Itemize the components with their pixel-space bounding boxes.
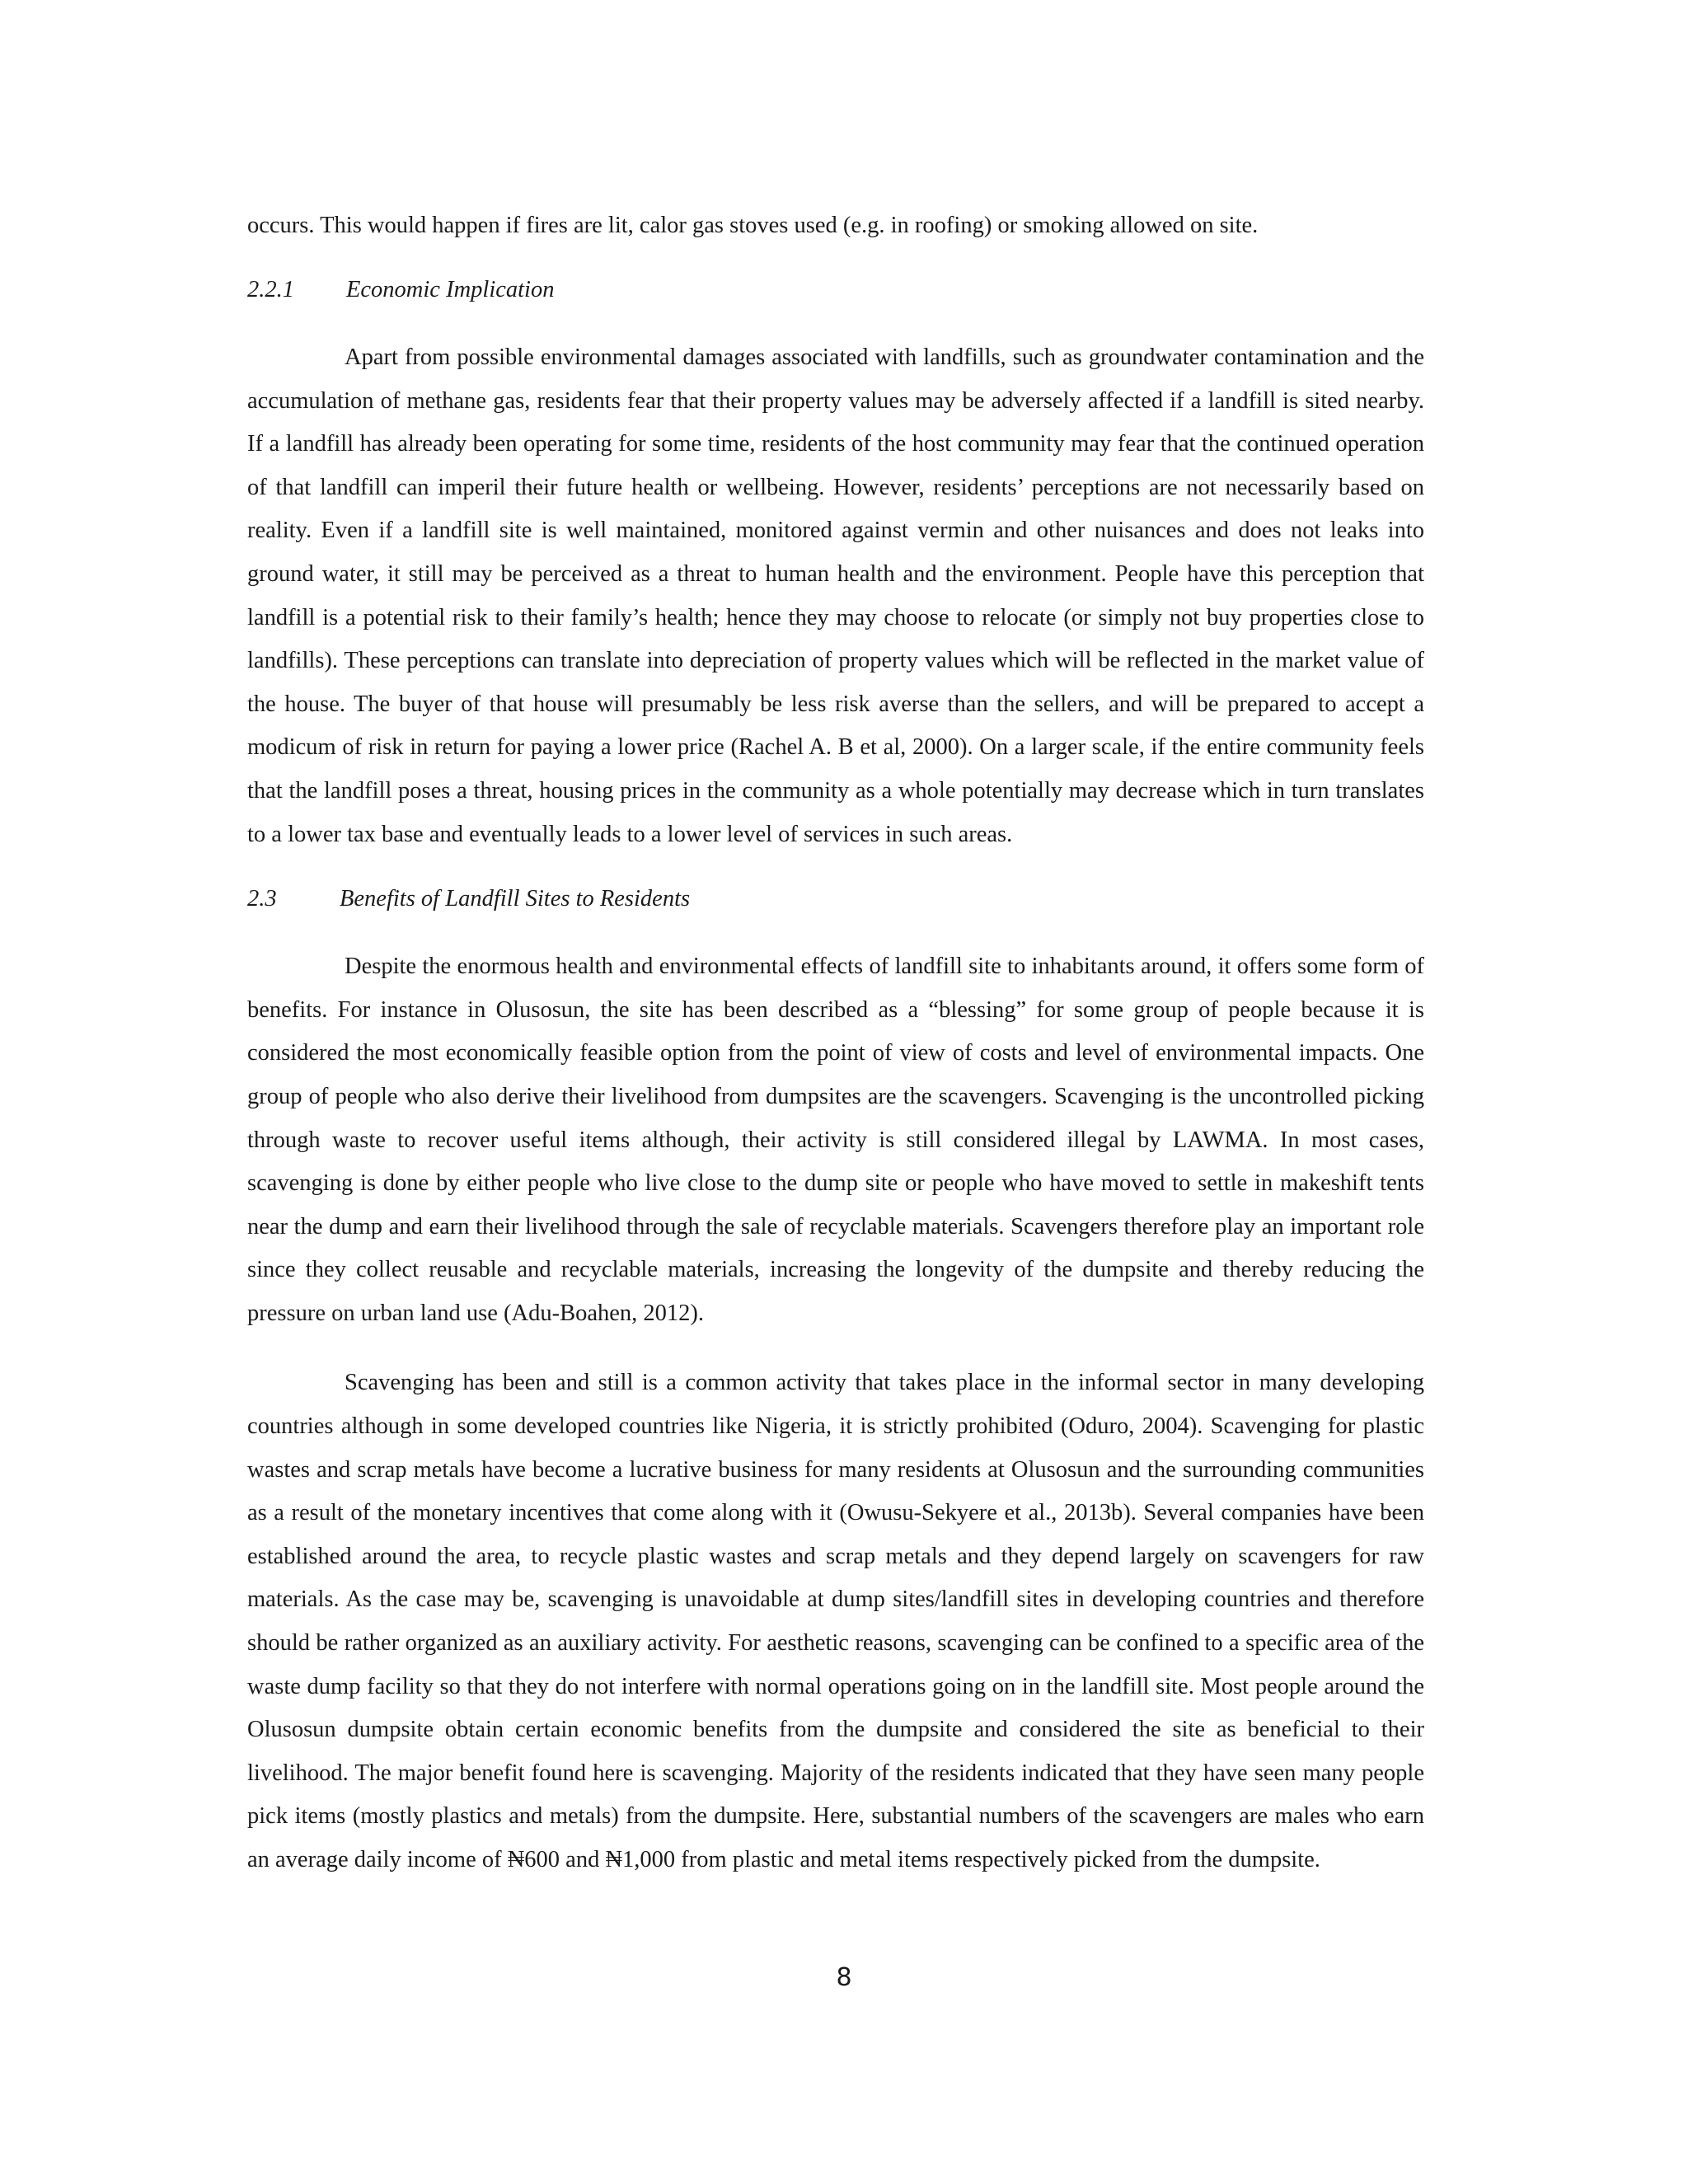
section-number: 2.3 — [247, 886, 277, 912]
page-body — [247, 204, 1424, 1882]
section-heading-2-3 — [247, 878, 1424, 921]
benefits-paragraph-1: Despite the enormous health and environmental effects of landfill site to inhabitants around, it offers some form of benefits. For instance in Olusosun, the site has been described as a “blessing” for some group of people because it is considered the most economically feasible option from the point of view of costs and level of environmental impacts. One group of people who also derive their livelihood from dumpsites are the scavengers. Scavenging is the uncontrolled picking through waste to recover useful items although, their activity is still considered illegal by LAWMA. In most cases, scavenging is done by either people who live close to the dump site or people who have moved to settle in makeshift tents near the dump and earn their livelihood through the sale of recyclable materials. Scavengers therefore play an important role since they collect reusable and recyclable materials, increasing the longevity of the dumpsite and thereby reducing the pressure on urban land use (Adu-Boahen, 2012). — [247, 954, 1424, 1326]
opening-text: occurs. This would happen if fires are lit, calor gas stoves used (e.g. in roofing) or smoking allowed on site. — [247, 213, 1259, 238]
page-number: 8 — [836, 1963, 852, 1992]
section-title: Benefits of Landfill Sites to Residents — [340, 886, 691, 912]
economic-implication-paragraph: Apart from possible environmental damages associated with landfills, such as groundwater contamination and the accumulation of methane gas, residents fear that their property values may be adversely affected if a landfill is sited nearby. If a landfill has already been operating for some time, residents of the host community may fear that the continued operation of that landfill can imperil their future health or wellbeing. However, residents’ perceptions are not necessarily based on reality. Even if a landfill site is well maintained, monitored against vermin and other nuisances and does not leaks into ground water, it still may be perceived as a threat to human health and the environment. People have this perception that landfill is a potential risk to their family’s health; hence they may choose to relocate (or simply not buy properties close to landfills). These perceptions can translate into depreciation of property values which will be reflected in the market value of the house. The buyer of that house will presumably be less risk averse than the sellers, and will be prepared to accept a modicum of risk in return for paying a lower price (Rachel A. B et al, 2000). On a larger scale, if the entire community feels that the landfill poses a threat, housing prices in the community as a whole potentially may decrease which in turn translates to a lower tax base and eventually leads to a lower level of services in such areas. — [247, 344, 1424, 847]
section-number: 2.2.1 — [247, 277, 294, 302]
section-title: Economic Implication — [346, 277, 555, 302]
section-heading-2-2-1 — [247, 269, 1424, 312]
benefits-paragraph-2: Scavenging has been and still is a common activity that takes place in the informal sector in many developing countries although in some developed countries like Nigeria, it is strictly prohibited (Oduro, 2004). Scavenging for plastic wastes and scrap metals have become a lucrative business for many residents at Olusosun and the surrounding communities as a result of the monetary incentives that come along with it (Owusu-Sekyere et al., 2013b). Several companies have been established around the area, to recycle plastic wastes and scrap metals and they depend largely on scavengers for raw materials. As the case may be, scavenging is unavoidable at dump sites/landfill sites in developing countries and therefore should be rather organized as an auxiliary activity. For aesthetic reasons, scavenging can be confined to a specific area of the waste dump facility so that they do not interfere with normal operations going on in the landfill site. Most people around the Olusosun dumpsite obtain certain economic benefits from the dumpsite and considered the site as beneficial to their livelihood. The major benefit found here is scavenging. Majority of the residents indicated that they have seen many people pick items (mostly plastics and metals) from the dumpsite. Here, substantial numbers of the scavengers are males who earn an average daily income of ₦600 and ₦1,000 from plastic and metal items respectively picked from the dumpsite. — [247, 1370, 1424, 1872]
